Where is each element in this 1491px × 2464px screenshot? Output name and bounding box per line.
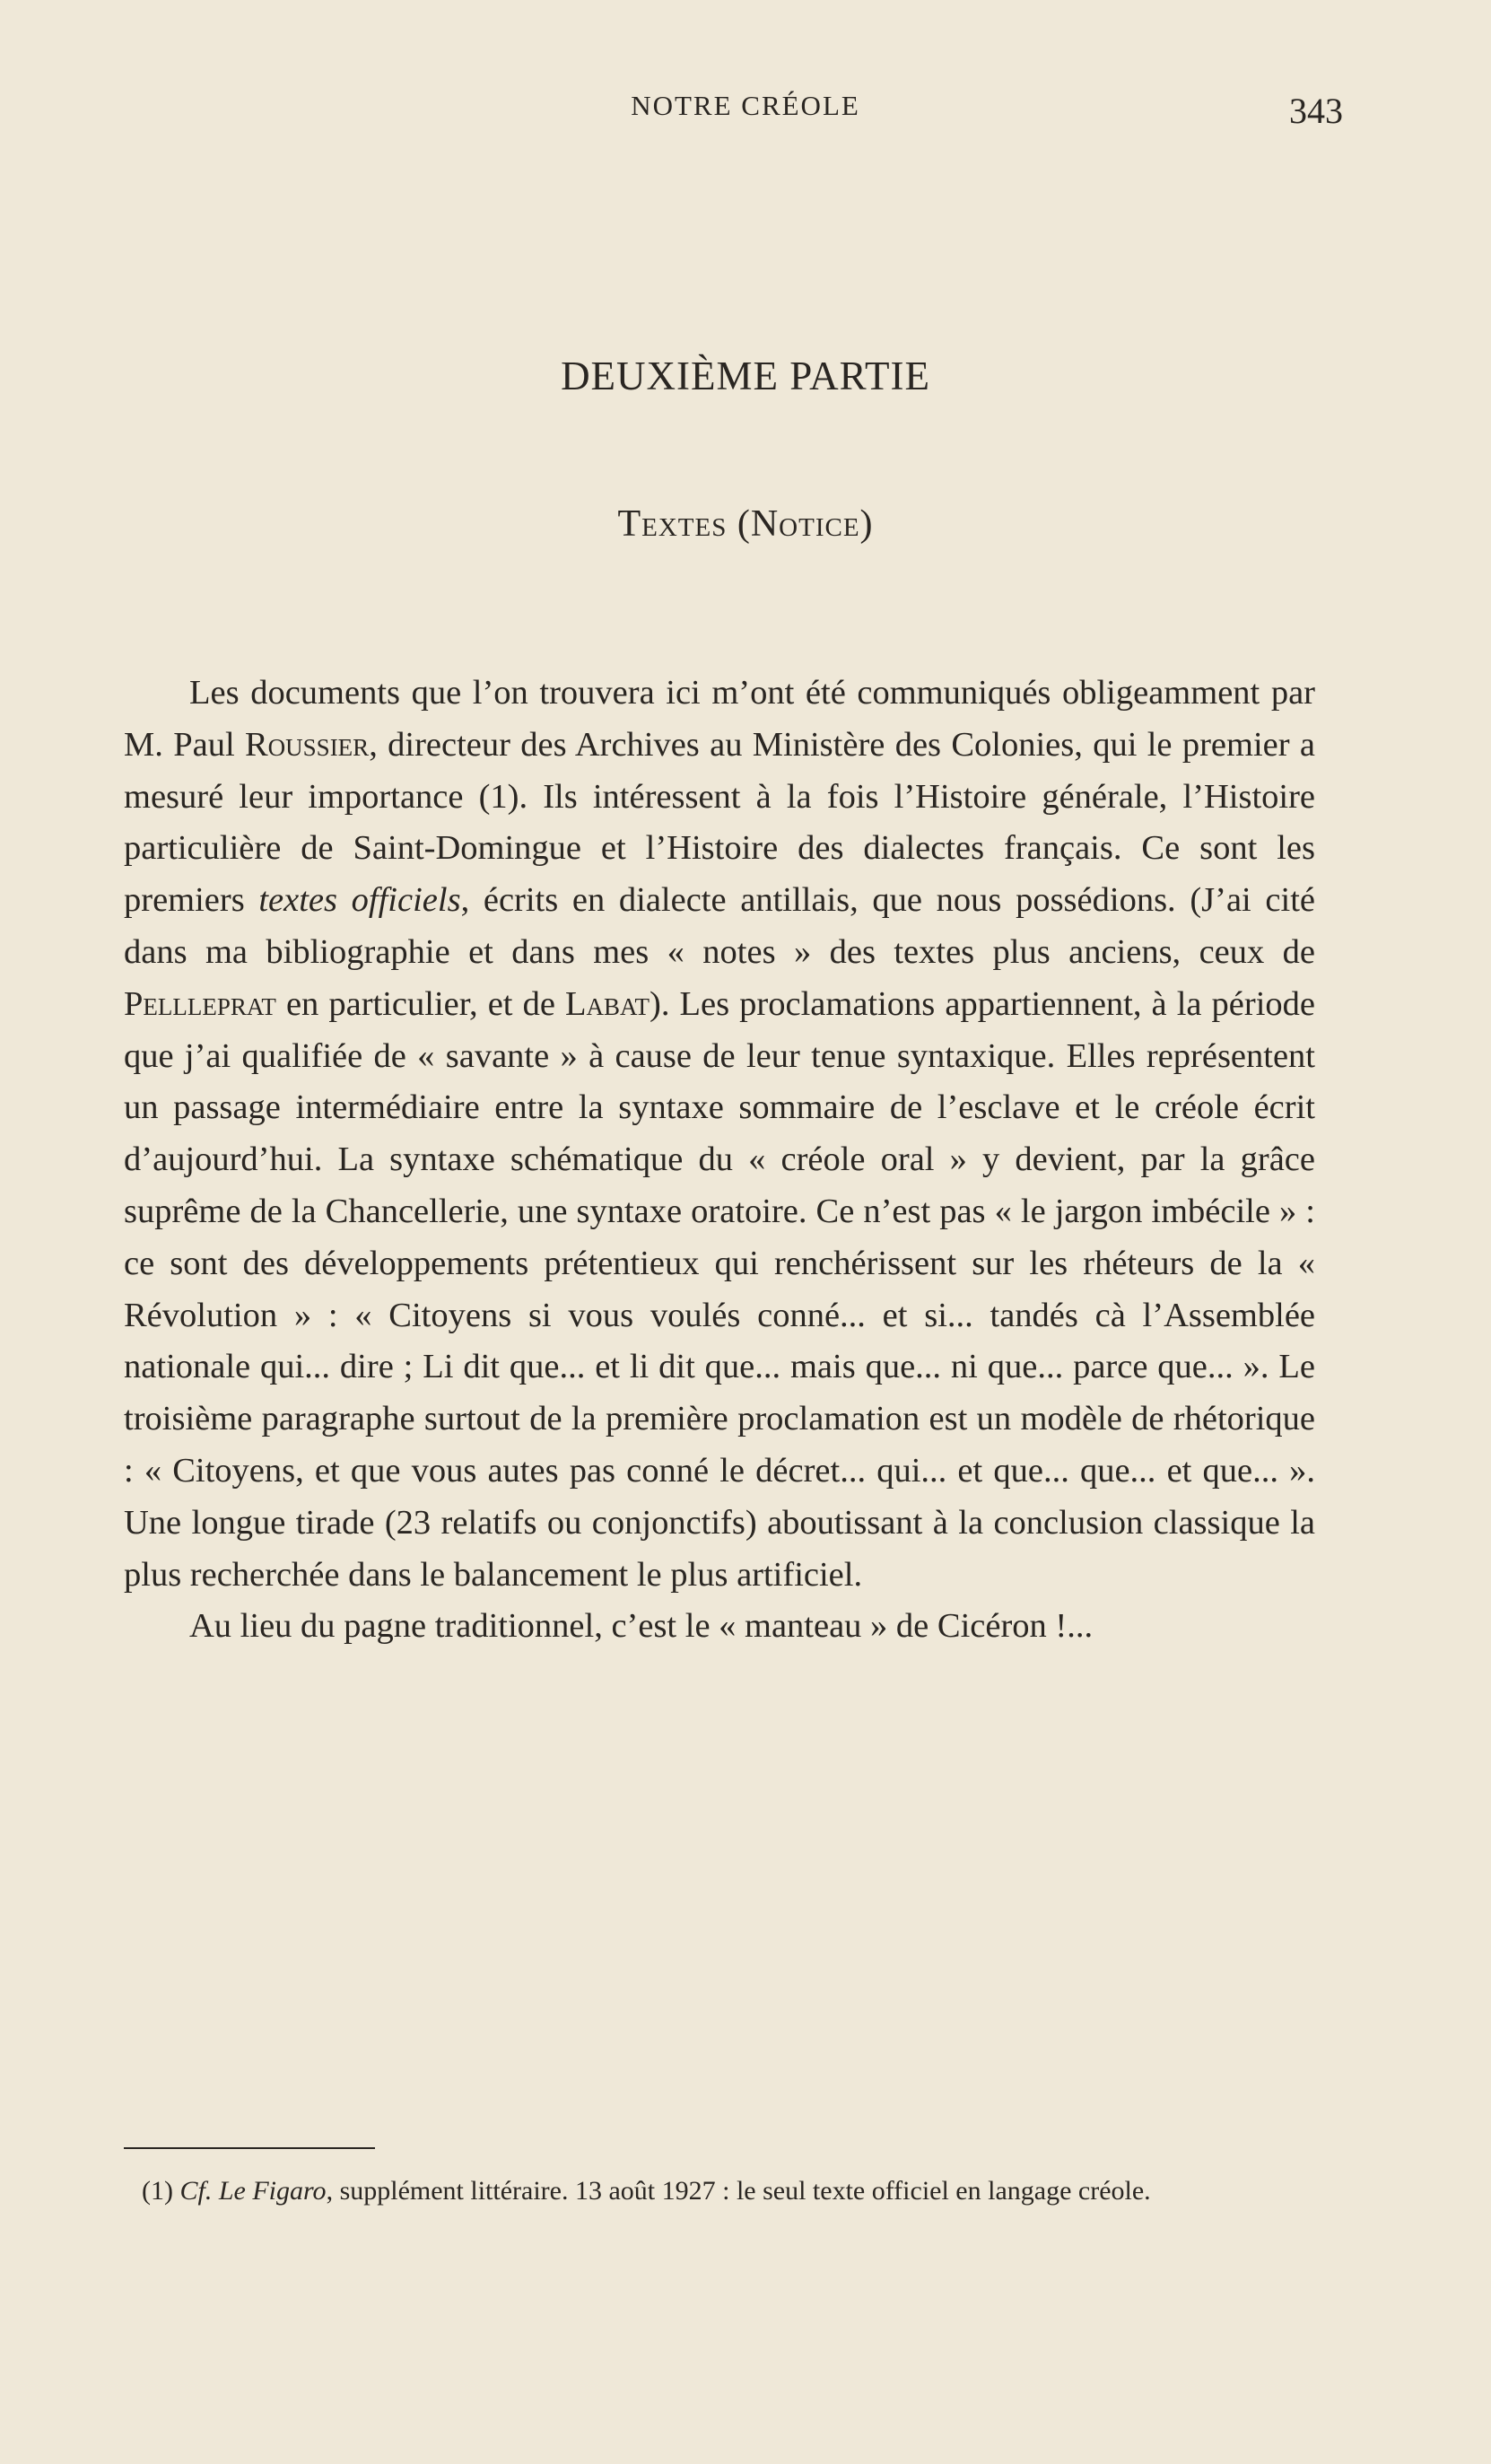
footnote-text: , supplément littéraire. 13 août 1927 : le seul texte officiel en langage créole. (326, 2176, 1151, 2206)
part-title: DEUXIÈME PARTIE (561, 354, 930, 398)
author-name-labat: Labat (564, 984, 650, 1023)
p1-text-2: , directeur des Archives au Ministère des Colonies, qui le premier a mesuré leur importance (1). Ils intéressent à la fois l’Histoire générale, l’Histoire particulière de Saint-Domingue et l’Histoire des dialectes français. Ce sont les premiers (124, 725, 1315, 920)
paragraph-1 (124, 668, 1315, 1601)
body-text (124, 668, 1315, 1653)
paragraph-2: Au lieu du pagne traditionnel, c’est le « manteau » de Cicéron !... (189, 1607, 1094, 1646)
running-head: NOTRE CRÉOLE (631, 90, 860, 121)
p1-text-3: , écrits en dialecte antillais, que nous possédions. (J’ai cité dans ma bibliographie et dans mes « notes » des textes plus anciens, ceux de (124, 881, 1315, 971)
footnote-mark: (1) (142, 2176, 180, 2206)
section-title: Textes (Notice) (617, 503, 874, 545)
emphasis-textes-officiels: textes officiels (258, 881, 461, 920)
footnote-divider (124, 2147, 375, 2149)
p1-text-4: en particulier, et de (275, 984, 565, 1023)
author-name-pelleprat: Pellleprat (124, 984, 276, 1023)
footnote (124, 2171, 1315, 2211)
footnote-cf: Cf. Le Figaro (179, 2176, 327, 2206)
page-number: 343 (1289, 91, 1343, 131)
p1-text-5: ). Les proclamations appartiennent, à la période que j’ai qualifiée de « savante » à cause de leur tenue syntaxique. Elles représentent un passage intermédiaire entre la syntaxe sommaire de l’esclave et le créole écrit d’aujourd’hui. La syntaxe schématique du « créole oral » y devient, par la grâce suprême de la Chancellerie, une syntaxe oratoire. Ce n’est pas « le jargon imbécile » : ce sont des développements prétentieux qui renchérissent sur les rhéteurs de la « Révolution » : « Citoyens si vous voulés conné... et si... tandés cà l’Assemblée nationale qui... dire ; Li dit que... et li dit que... mais que... ni que... parce que... ». Le troisième paragraphe surtout de la première proclamation est un modèle de rhétorique : « Citoyens, et que vous autes pas conné le décret... qui... et que... que... et que... ». Une longue tirade (23 relatifs ou conjonctifs) aboutissant à la conclusion classique la plus recherchée dans le balancement le plus artificiel. (124, 984, 1315, 1594)
p1-text-1: Les documents que l’on trouvera ici m’ont été communiqués obligeamment par M. Paul (124, 674, 1315, 764)
author-name-roussier: Roussier (244, 725, 370, 764)
